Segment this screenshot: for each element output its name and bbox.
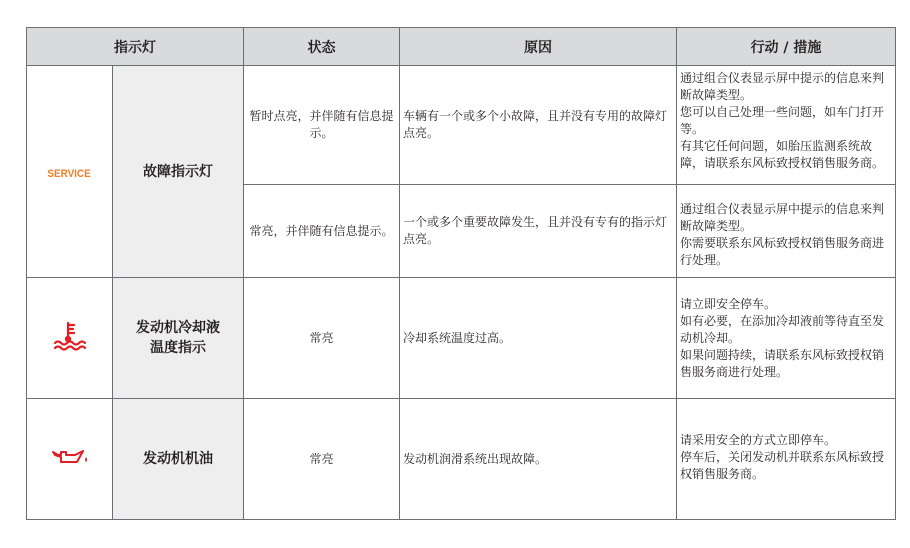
action-cell	[677, 278, 896, 399]
action-cell	[677, 399, 896, 520]
action-cell	[677, 185, 896, 278]
indicator-icon-cell	[27, 399, 113, 520]
action-line: 你需要联系东风标致授权销售服务商进行处理。	[680, 236, 885, 267]
state-text: 常亮	[309, 330, 334, 345]
action-line: 如果问题持续，请联系东风标致授权销售服务商进行处理。	[680, 348, 885, 379]
indicator-name: 故障指示灯	[113, 66, 244, 278]
cause-text: 发动机润滑系统出现故障。	[403, 451, 548, 466]
indicator-name: 发动机机油	[113, 399, 244, 520]
state-cell	[244, 185, 400, 278]
cause-cell	[400, 66, 677, 185]
state-text: 暂时点亮，并伴随有信息提示。	[249, 109, 394, 140]
action-line: 您可以自己处理一些问题，如车门打开等。	[680, 105, 885, 136]
header-cause: 原因	[400, 28, 677, 66]
action-line: 请立即安全停车。	[680, 297, 777, 311]
state-cell	[244, 278, 400, 399]
action-line: 停车后，关闭发动机并联系东风标致授权销售服务商。	[680, 450, 885, 481]
cause-text: 车辆有一个或多个小故障，且并没有专用的故障灯点亮。	[403, 109, 668, 140]
service-text-icon: SERVICE	[47, 168, 92, 180]
state-text: 常亮	[309, 451, 334, 466]
indicator-name-line: 温度指示	[150, 340, 206, 356]
coolant-temperature-icon	[53, 321, 87, 351]
indicator-name	[113, 278, 244, 399]
table-row	[27, 66, 896, 185]
indicator-name-line: 发动机冷却液	[136, 320, 220, 336]
table-row	[27, 278, 896, 399]
indicator-icon-cell	[27, 278, 113, 399]
action-line: 通过组合仪表显示屏中提示的信息来判断故障类型。	[680, 202, 885, 233]
table-row	[27, 399, 896, 520]
cause-text: 冷却系统温度过高。	[403, 330, 512, 345]
oil-can-icon	[50, 447, 90, 467]
cause-text: 一个或多个重要故障发生，且并没有专有的指示灯点亮。	[403, 215, 668, 246]
state-text: 常亮，并伴随有信息提示。	[249, 223, 394, 238]
header-state: 状态	[244, 28, 400, 66]
cause-cell	[400, 399, 677, 520]
action-line: 如有必要，在添加冷却液前等待直至发动机冷却。	[680, 314, 885, 345]
cause-cell	[400, 185, 677, 278]
state-cell	[244, 66, 400, 185]
cause-cell	[400, 278, 677, 399]
action-line: 请采用安全的方式立即停车。	[680, 433, 837, 447]
action-line: 通过组合仪表显示屏中提示的信息来判断故障类型。	[680, 71, 885, 102]
indicator-icon-cell	[27, 66, 113, 278]
state-cell	[244, 399, 400, 520]
header-indicator: 指示灯	[27, 28, 244, 66]
action-cell	[677, 66, 896, 185]
header-action: 行动 / 措施	[677, 28, 896, 66]
table-header-row	[27, 28, 896, 66]
action-line: 有其它任何问题，如胎压监测系统故障，请联系东风标致授权销售服务商。	[680, 139, 885, 170]
warning-lights-table	[26, 27, 896, 520]
